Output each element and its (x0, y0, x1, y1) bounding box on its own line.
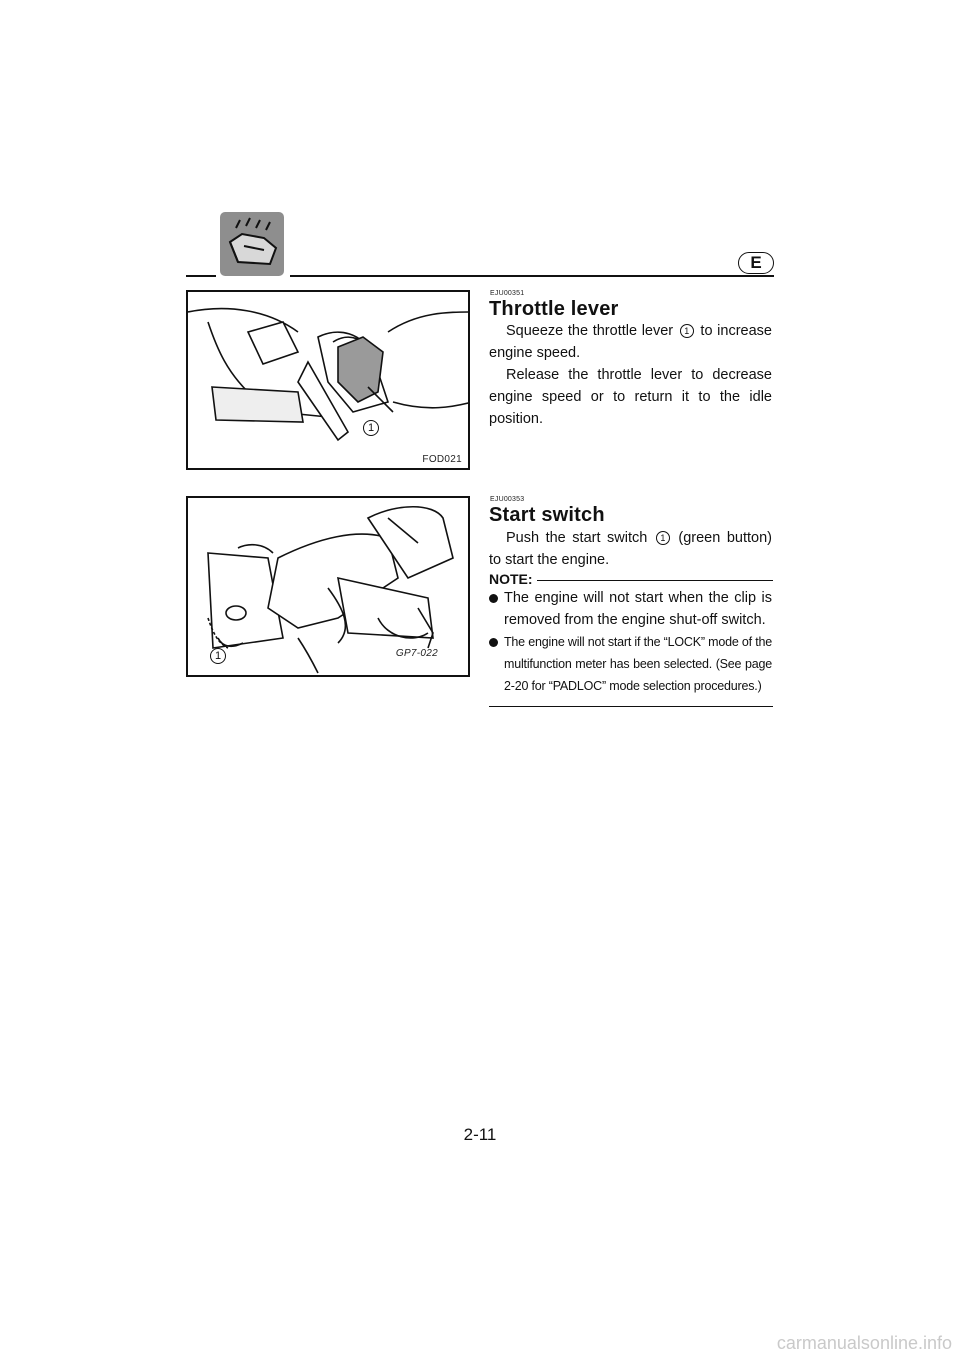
body-paragraph: Release the throttle lever to decrease engine speed or to return it to the idle position. (489, 367, 772, 427)
watermark: carmanualsonline.info (776, 1333, 952, 1353)
callout-marker: 1 (210, 648, 226, 664)
callout-ref: 1 (680, 324, 694, 338)
throttle-lever-illustration (188, 292, 470, 470)
figure-code: GP7-022 (395, 648, 438, 659)
section-code: EJU00353 (490, 496, 525, 503)
header-rule (186, 275, 216, 277)
callout-marker: 1 (363, 420, 379, 436)
callout-ref: 1 (656, 531, 670, 545)
body-paragraph: Push the start switch 1 (green button) to start the engine. (489, 530, 772, 568)
start-switch-figure (186, 496, 470, 677)
figure-code: FOD021 (422, 454, 462, 465)
bullet-icon (489, 638, 498, 647)
note-item (489, 587, 772, 631)
note-text: The engine will not start if the “LOCK” mode of the multifunction meter has been selected. (See page 2-20 for “PADLOC” mode selection procedures.) (504, 635, 772, 693)
throttle-lever-figure (186, 290, 470, 470)
body-paragraph: Squeeze the throttle lever 1 to increase engine speed. (489, 323, 772, 361)
note-end-rule (489, 706, 773, 707)
section-code: EJU00351 (490, 290, 525, 297)
note-text: The engine will not start when the clip is removed from the engine shut-off switch. (504, 590, 772, 628)
section-title: Throttle lever (489, 298, 619, 320)
section-watercraft-icon (220, 212, 284, 276)
note-rule (537, 580, 773, 581)
note-label: NOTE: (489, 571, 533, 587)
header-rule (290, 275, 774, 277)
note-item (489, 631, 772, 697)
section-title: Start switch (489, 504, 605, 526)
page-number: 2-11 (463, 1125, 497, 1144)
language-badge: E (738, 252, 774, 274)
bullet-icon (489, 594, 498, 603)
